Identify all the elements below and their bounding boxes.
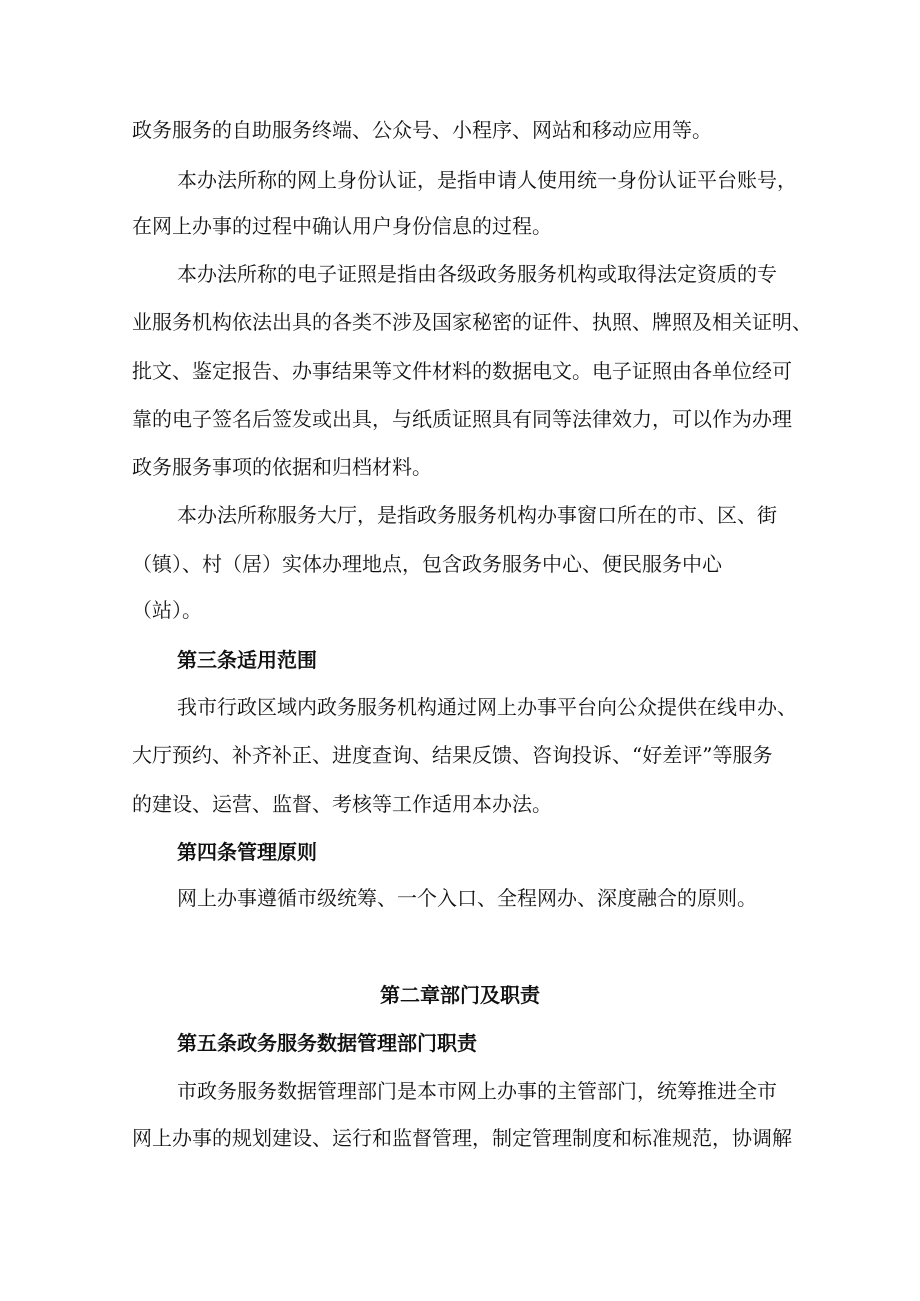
text-line-4: 本办法所称的电子证照是指由各级政务服务机构或取得法定资质的专: [177, 262, 777, 286]
article-5-heading: 第五条政务服务数据管理部门职责: [177, 1031, 477, 1055]
text-line-9: 本办法所称服务大厅，是指政务服务机构办事窗口所在的市、区、街: [177, 503, 777, 527]
text-line-11: （站）。: [132, 598, 202, 622]
chapter-2-heading: 第二章部门及职责: [380, 983, 540, 1007]
article-3-heading: 第三条适用范围: [177, 648, 317, 672]
text-line-20: 市政务服务数据管理部门是本市网上办事的主管部门，统筹推进全市: [177, 1079, 777, 1103]
article-4-heading: 第四条管理原则: [177, 840, 317, 864]
text-line-21: 网上办事的规划建设、运行和监督管理，制定管理制度和标准规范，协调解: [132, 1126, 792, 1150]
text-line-1: 政务服务的自助服务终端、公众号、小程序、网站和移动应用等。: [132, 118, 712, 142]
text-line-7: 靠的电子签名后签发或出具，与纸质证照具有同等法律效力，可以作为办理: [132, 407, 792, 431]
text-line-13: 我市行政区域内政务服务机构通过网上办事平台向公众提供在线申办、: [177, 695, 797, 719]
text-line-10: （镇）、村（居）实体办理地点，包含政务服务中心、便民服务中心: [132, 552, 722, 576]
text-line-17: 网上办事遵循市级统筹、一个入口、全程网办、深度融合的原则。: [177, 886, 757, 910]
text-line-2: 本办法所称的网上身份认证，是指申请人使用统一身份认证平台账号，: [177, 168, 797, 192]
text-line-5: 业服务机构依法出具的各类不涉及国家秘密的证件、执照、牌照及相关证明、: [132, 310, 812, 334]
text-line-8: 政务服务事项的依据和归档材料。: [132, 455, 432, 479]
text-line-14: 大厅预约、补齐补正、进度查询、结果反馈、咨询投诉、“好差评”等服务: [132, 743, 773, 767]
text-line-3: 在网上办事的过程中确认用户身份信息的过程。: [132, 214, 552, 238]
text-line-15: 的建设、运营、监督、考核等工作适用本办法。: [132, 792, 552, 816]
text-line-6: 批文、鉴定报告、办事结果等文件材料的数据电文。电子证照由各单位经可: [132, 359, 792, 383]
